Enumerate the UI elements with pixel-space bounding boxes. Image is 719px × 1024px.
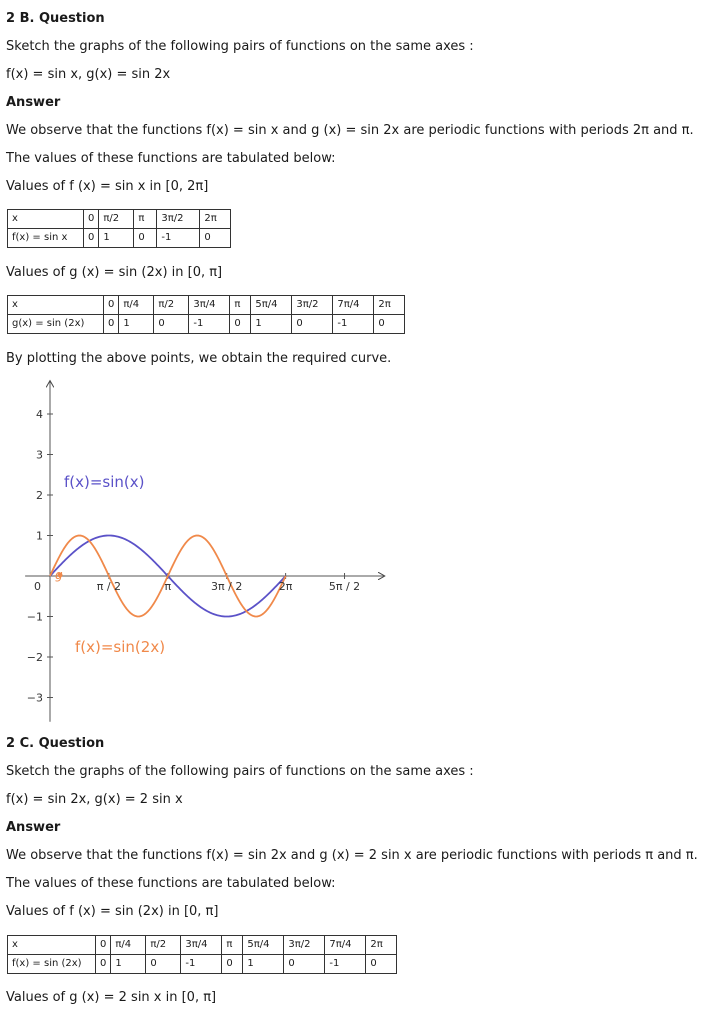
- y-tick-label: −2: [26, 651, 43, 664]
- table-cell: -1: [181, 955, 222, 974]
- table-cell: 0: [366, 955, 397, 974]
- table-cell: 1: [243, 955, 284, 974]
- q2c-table2-caption: Values of g (x) = 2 sin x in [0, π]: [6, 990, 217, 1005]
- table-row: [8, 210, 231, 229]
- annotation-f-sin2x: f(x)=sin(2x): [75, 638, 166, 656]
- table-cell: 0: [154, 315, 189, 334]
- table-row: [8, 296, 405, 315]
- q2c-table1: [7, 935, 397, 974]
- table-cell: -1: [325, 955, 366, 974]
- table-cell: 0: [84, 210, 99, 229]
- table-cell: 2π: [200, 210, 231, 229]
- table-cell: 3π/2: [292, 296, 333, 315]
- q2b-table2: [7, 295, 405, 334]
- table-cell: 3π/2: [284, 936, 325, 955]
- table-row: [8, 315, 405, 334]
- x-tick-label: 2π: [278, 580, 293, 593]
- x-tick-label: π: [164, 580, 172, 593]
- x-tick-label: 3π / 2: [211, 580, 243, 593]
- table-cell: 0: [96, 936, 111, 955]
- q2b-table1: [7, 209, 231, 248]
- table-cell: f(x) = sin (2x): [8, 955, 96, 974]
- table-cell: 7π/4: [333, 296, 374, 315]
- table-cell: 0: [284, 955, 325, 974]
- table-cell: 1: [119, 315, 154, 334]
- table-cell: 1: [251, 315, 292, 334]
- point-label: g: [55, 568, 63, 582]
- table-cell: 5π/4: [251, 296, 292, 315]
- q2c-table1-caption: Values of f (x) = sin (2x) in [0, π]: [6, 904, 219, 919]
- table-cell: 1: [99, 229, 134, 248]
- q2b-prompt: Sketch the graphs of the following pairs of functions on the same axes :: [6, 39, 474, 54]
- table-cell: -1: [333, 315, 374, 334]
- table-cell: x: [8, 210, 84, 229]
- table-cell: 3π/4: [181, 936, 222, 955]
- table-cell: 0: [292, 315, 333, 334]
- table-cell: f(x) = sin x: [8, 229, 84, 248]
- table-cell: 0: [200, 229, 231, 248]
- y-tick-label: 1: [36, 529, 43, 543]
- origin-label: 0: [34, 580, 41, 593]
- table-cell: π: [134, 210, 157, 229]
- table-cell: 2π: [374, 296, 405, 315]
- table-cell: π/2: [154, 296, 189, 315]
- table-cell: x: [8, 936, 96, 955]
- table-cell: π: [230, 296, 251, 315]
- sine-graph: [0, 378, 420, 728]
- table-cell: 1: [111, 955, 146, 974]
- q2b-tabulated: The values of these functions are tabulated below:: [6, 151, 336, 166]
- table-row: [8, 955, 397, 974]
- table-cell: 0: [222, 955, 243, 974]
- y-tick-label: 3: [36, 448, 43, 462]
- table-cell: -1: [157, 229, 200, 248]
- q2c-tabulated: The values of these functions are tabulated below:: [6, 876, 336, 891]
- q2b-table1-caption: Values of f (x) = sin x in [0, 2π]: [6, 179, 209, 194]
- table-cell: 0: [84, 229, 99, 248]
- table-row: [8, 229, 231, 248]
- table-cell: 0: [96, 955, 111, 974]
- table-cell: 2π: [366, 936, 397, 955]
- table-cell: x: [8, 296, 104, 315]
- table-cell: 0: [104, 315, 119, 334]
- table-cell: 0: [146, 955, 181, 974]
- q2b-plot-sentence: By plotting the above points, we obtain the required curve.: [6, 351, 392, 366]
- q2c-heading: 2 C. Question: [6, 736, 105, 751]
- q2c-functions: f(x) = sin 2x, g(x) = 2 sin x: [6, 792, 183, 807]
- table-cell: 3π/4: [189, 296, 230, 315]
- table-cell: π/4: [119, 296, 154, 315]
- y-tick-label: −1: [26, 610, 43, 624]
- table-cell: π/2: [146, 936, 181, 955]
- x-tick-label: 5π / 2: [328, 580, 361, 593]
- table-cell: 5π/4: [243, 936, 284, 955]
- table-row: [8, 936, 397, 955]
- table-cell: 0: [104, 296, 119, 315]
- table-cell: 0: [134, 229, 157, 248]
- q2b-heading: 2 B. Question: [6, 11, 105, 26]
- annotation-f-sinx: f(x)=sin(x): [64, 473, 145, 491]
- y-tick-label: −3: [26, 691, 43, 705]
- q2b-observe: We observe that the functions f(x) = sin x and g (x) = sin 2x are periodic functions with periods 2π and π.: [6, 123, 694, 138]
- table-cell: 0: [374, 315, 405, 334]
- q2b-table2-caption: Values of g (x) = sin (2x) in [0, π]: [6, 265, 223, 280]
- table-cell: 3π/2: [157, 210, 200, 229]
- table-cell: g(x) = sin (2x): [8, 315, 104, 334]
- table-cell: π/2: [99, 210, 134, 229]
- q2c-prompt: Sketch the graphs of the following pairs of functions on the same axes :: [6, 764, 474, 779]
- table-cell: π/4: [111, 936, 146, 955]
- y-tick-label: 2: [36, 489, 43, 502]
- x-tick-label: π / 2: [96, 580, 122, 593]
- table-cell: π: [222, 936, 243, 955]
- table-cell: 0: [230, 315, 251, 334]
- table-cell: -1: [189, 315, 230, 334]
- q2b-functions: f(x) = sin x, g(x) = sin 2x: [6, 67, 171, 82]
- table-cell: 7π/4: [325, 936, 366, 955]
- q2c-observe: We observe that the functions f(x) = sin 2x and g (x) = 2 sin x are periodic functions with periods π and π.: [6, 848, 698, 863]
- y-tick-label: 4: [36, 408, 43, 421]
- q2c-answer-label: Answer: [6, 820, 61, 835]
- q2b-answer-label: Answer: [6, 95, 61, 110]
